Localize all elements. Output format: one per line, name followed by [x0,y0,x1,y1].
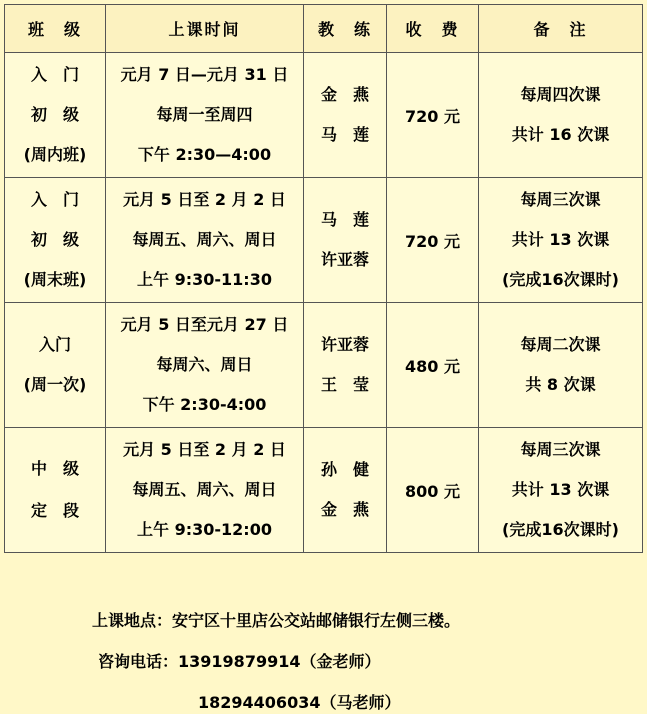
class-line: 初 级 [30,230,79,249]
fee-cell: 480 元 [387,303,479,428]
time-line: 每周一至周四 [156,105,253,124]
note-line: (完成16次课时) [502,270,619,289]
coach-line: 许亚蓉 [320,335,369,354]
class-line: 定 段 [30,501,79,520]
class-line: 入 门 [30,65,79,84]
time-line: 元月 7 日—元月 31 日 [120,65,289,84]
note-line: 每周二次课 [520,335,601,354]
time-line: 每周五、周六、周日 [132,480,277,499]
time-line: 元月 5 日至 2 月 2 日 [123,190,286,209]
phone-line-1 [98,649,380,672]
class-line: 初 级 [30,105,79,124]
note-cell [479,303,643,428]
coach-cell [304,178,387,303]
coach-line: 马 莲 [320,125,369,144]
header-note: 备 注 [479,5,643,53]
time-line: 每周五、周六、周日 [132,230,277,249]
class-line: 中 级 [30,459,79,478]
coach-cell [304,428,387,553]
time-line: 上午 9:30-12:00 [137,520,272,539]
coach-line: 马 莲 [320,210,369,229]
coach-line: 许亚蓉 [320,250,369,269]
coach-line: 王 莹 [320,375,369,394]
header-fee: 收 费 [387,5,479,53]
table-row [5,303,643,428]
time-cell [106,178,304,303]
table-row [5,53,643,178]
header-time: 上课时间 [106,5,304,53]
coach-cell [304,303,387,428]
class-location: 上课地点：安宁区十里店公交站邮储银行左侧三楼。 [92,611,461,630]
time-line: 上午 9:30-11:30 [137,270,272,289]
class-line: (周末班) [23,270,87,289]
time-line: 元月 5 日至 2 月 2 日 [123,440,286,459]
phone-label: 咨询电话： [98,652,179,671]
note-line: (完成16次课时) [502,520,619,539]
note-line: 共计 16 次课 [511,125,610,144]
coach-cell [304,53,387,178]
coach-line: 孙 健 [320,460,369,479]
time-line: 下午 2:30—4:00 [137,145,272,164]
note-line: 共计 13 次课 [511,480,610,499]
note-cell [479,53,643,178]
time-cell [106,53,304,178]
header-class: 班 级 [5,5,106,53]
class-line: (周一次) [23,375,87,394]
class-cell [5,53,106,178]
header-row [5,5,643,53]
note-line: 共计 13 次课 [511,230,610,249]
class-cell [5,178,106,303]
note-line: 每周三次课 [520,190,601,209]
class-line: 入门 [38,335,71,354]
note-cell [479,178,643,303]
time-line: 元月 5 日至元月 27 日 [120,315,289,334]
schedule-table [4,4,643,553]
fee-cell: 720 元 [387,178,479,303]
coach-line: 金 燕 [320,500,369,519]
note-cell [479,428,643,553]
class-cell [5,303,106,428]
fee-cell: 800 元 [387,428,479,553]
class-line: 入 门 [30,190,79,209]
note-line: 共 8 次课 [525,375,596,394]
class-cell [5,428,106,553]
table-row [5,428,643,553]
note-line: 每周三次课 [520,440,601,459]
time-line: 每周六、周日 [156,355,253,374]
fee-cell: 720 元 [387,53,479,178]
note-line: 每周四次课 [520,85,601,104]
class-line: (周内班) [23,145,87,164]
coach-line: 金 燕 [320,85,369,104]
time-line: 下午 2:30-4:00 [142,395,267,414]
time-cell [106,428,304,553]
phone-number-1: 13919879914（金老师） [178,652,381,671]
table-row [5,178,643,303]
header-coach: 教 练 [304,5,387,53]
time-cell [106,303,304,428]
phone-number-2: 18294406034（马老师） [198,693,401,712]
